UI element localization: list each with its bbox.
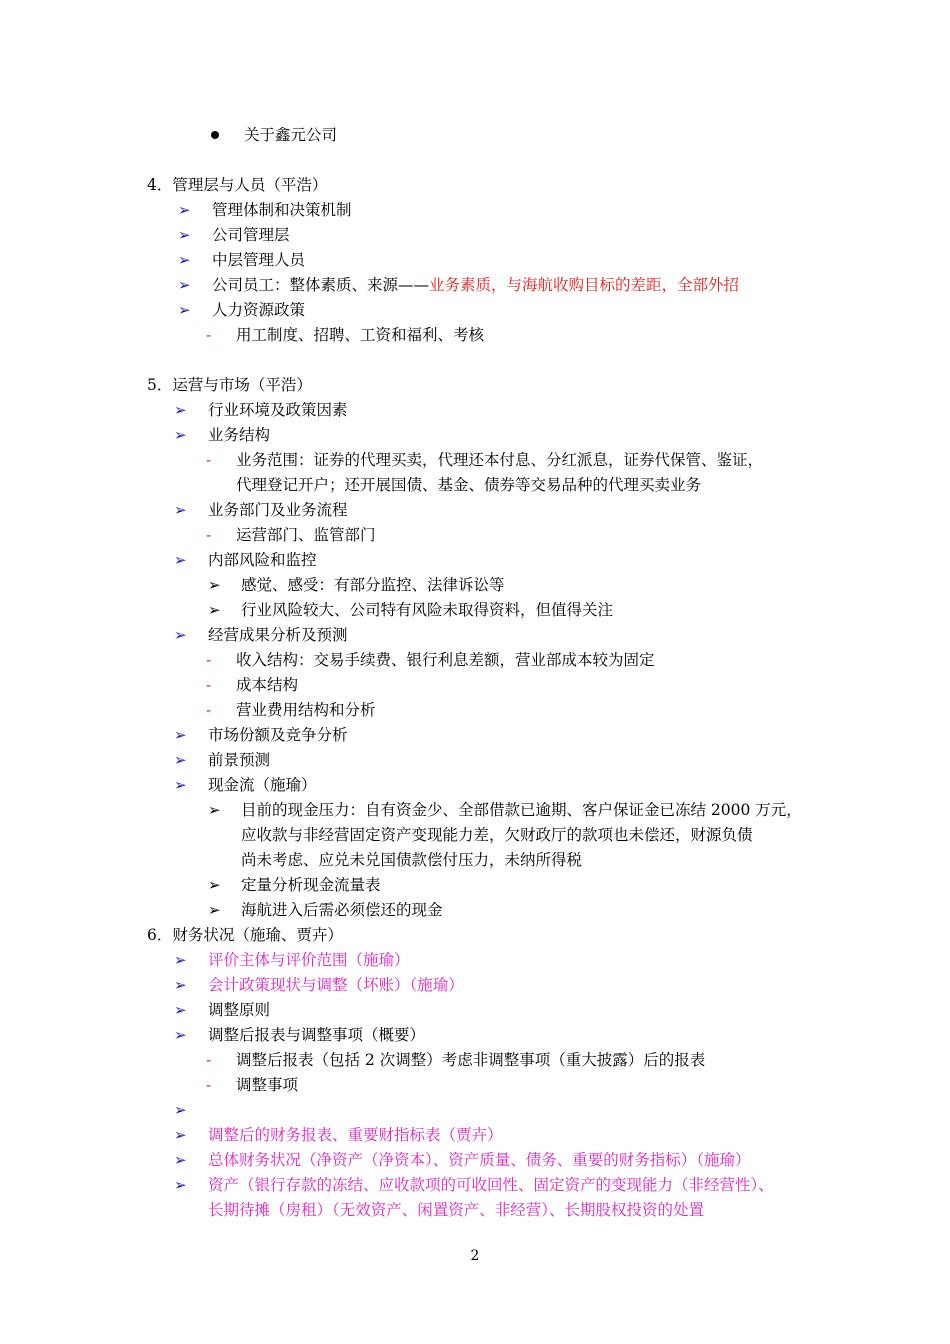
- list-item: 前景预测: [208, 751, 271, 769]
- arrow-bullet-icon: ➢: [174, 401, 187, 419]
- sub-item: 调整后报表（包括 2 次调整）考虑非调整事项（重大披露）后的报表: [236, 1051, 706, 1069]
- arrow-bullet-icon: ➢: [174, 726, 187, 744]
- arrow-bullet-icon: ➢: [208, 901, 221, 919]
- list-item: 中层管理人员: [212, 251, 306, 269]
- sub-item: 运营部门、监管部门: [236, 526, 376, 544]
- sub-item-continuation: 尚未考虑、应兑未兑国债款偿付压力，未纳所得税: [241, 851, 583, 869]
- top-item: 关于鑫元公司: [244, 126, 338, 144]
- arrow-bullet-icon: ➢: [174, 951, 187, 969]
- arrow-bullet-icon: ➢: [178, 201, 191, 219]
- arrow-bullet-icon: ➢: [174, 426, 187, 444]
- arrow-bullet-icon: ➢: [174, 776, 187, 794]
- arrow-bullet-icon: ➢: [174, 751, 187, 769]
- list-item: 内部风险和监控: [208, 551, 317, 569]
- sub-item: 行业风险较大、公司特有风险未取得资料，但值得关注: [241, 601, 614, 619]
- list-item: 资产（银行存款的冻结、应收款项的可收回性、固定资产的变现能力（非经营性）、: [208, 1176, 774, 1194]
- list-item: 市场份额及竞争分析: [208, 726, 348, 744]
- list-item: 经营成果分析及预测: [208, 626, 348, 644]
- dash-bullet-icon: -: [206, 1076, 212, 1094]
- list-item: 公司管理层: [212, 226, 290, 244]
- sub-item: 用工制度、招聘、工资和福利、考核: [236, 326, 485, 344]
- sub-item-continuation: 代理登记开户；还开展国债、基金、债券等交易品种的代理买卖业务: [236, 476, 702, 494]
- arrow-bullet-icon: ➢: [174, 501, 187, 519]
- list-item: 调整原则: [208, 1001, 271, 1019]
- sub-item-continuation: 应收款与非经营固定资产变现能力差，欠财政厅的款项也未偿还，财源负债: [241, 826, 753, 844]
- dash-bullet-icon: -: [206, 451, 212, 469]
- list-item: 行业环境及政策因素: [208, 401, 348, 419]
- page-number: 2: [470, 1248, 480, 1264]
- list-item: 调整后的财务报表、重要财指标表（贾卉）: [208, 1126, 503, 1144]
- arrow-bullet-icon: ➢: [178, 226, 191, 244]
- dash-bullet-icon: -: [206, 701, 212, 719]
- arrow-bullet-icon: ➢: [174, 1001, 187, 1019]
- sub-item: 目前的现金压力：自有资金少、全部借款已逾期、客户保证金已冻结 2000 万元，: [241, 801, 802, 819]
- list-item: 现金流（施瑜）: [208, 776, 317, 794]
- section-5-heading: 5．运营与市场（平浩）: [147, 376, 312, 394]
- staff-item: [212, 274, 739, 296]
- dash-bullet-icon: -: [206, 526, 212, 544]
- arrow-bullet-icon: ➢: [208, 876, 221, 894]
- dash-bullet-icon: -: [206, 326, 212, 344]
- list-item: 总体财务状况（净资产（净资本）、资产质量、债务、重要的财务指标）（施瑜）: [208, 1151, 751, 1169]
- list-item: 评价主体与评价范围（施瑜）: [208, 951, 410, 969]
- arrow-bullet-icon: ➢: [178, 251, 191, 269]
- list-item: 业务部门及业务流程: [208, 501, 348, 519]
- arrow-bullet-icon: ➢: [174, 1126, 187, 1144]
- arrow-bullet-icon: ➢: [208, 576, 221, 594]
- list-item: 调整后报表与调整事项（概要）: [208, 1026, 426, 1044]
- bullet-dot-icon: [211, 131, 219, 139]
- list-item: 会计政策现状与调整（坏账）（施瑜）: [208, 976, 464, 994]
- dash-bullet-icon: -: [206, 676, 212, 694]
- arrow-bullet-icon: ➢: [174, 1026, 187, 1044]
- arrow-bullet-icon: ➢: [178, 301, 191, 319]
- arrow-bullet-icon: ➢: [178, 276, 191, 294]
- list-item: 管理体制和决策机制: [212, 201, 352, 219]
- sub-item: 调整事项: [236, 1076, 299, 1094]
- sub-item: 收入结构：交易手续费、银行利息差额，营业部成本较为固定: [236, 651, 655, 669]
- sub-item: 业务范围：证券的代理买卖，代理还本付息、分红派息，证券代保管、鉴证，: [236, 451, 764, 469]
- list-item: 业务结构: [208, 426, 271, 444]
- sub-item: 定量分析现金流量表: [241, 876, 381, 894]
- dash-bullet-icon: -: [206, 651, 212, 669]
- list-item-continuation: 长期待摊（房租）（无效资产、闲置资产、非经营）、长期股权投资的处置: [208, 1201, 705, 1219]
- arrow-bullet-icon: ➢: [174, 1151, 187, 1169]
- sub-item: 感觉、感受：有部分监控、法律诉讼等: [241, 576, 505, 594]
- staff-highlight: 业务素质，与海航收购目标的差距，全部外招: [429, 276, 740, 294]
- arrow-bullet-icon: ➢: [174, 626, 187, 644]
- arrow-bullet-icon: ➢: [174, 976, 187, 994]
- dash-bullet-icon: -: [206, 1051, 212, 1069]
- sub-item: 营业费用结构和分析: [236, 701, 376, 719]
- arrow-bullet-icon: ➢: [174, 1101, 187, 1119]
- arrow-bullet-icon: ➢: [174, 551, 187, 569]
- list-item: 人力资源政策: [212, 301, 306, 319]
- sub-item: 海航进入后需必须偿还的现金: [241, 901, 443, 919]
- sub-item: 成本结构: [236, 676, 299, 694]
- arrow-bullet-icon: ➢: [174, 1176, 187, 1194]
- section-4-heading: 4．管理层与人员（平浩）: [147, 176, 328, 194]
- staff-prefix: 公司员工：整体素质、来源——: [212, 276, 430, 294]
- arrow-bullet-icon: ➢: [208, 801, 221, 819]
- arrow-bullet-icon: ➢: [208, 601, 221, 619]
- section-6-heading: 6．财务状况（施瑜、贾卉）: [147, 926, 343, 944]
